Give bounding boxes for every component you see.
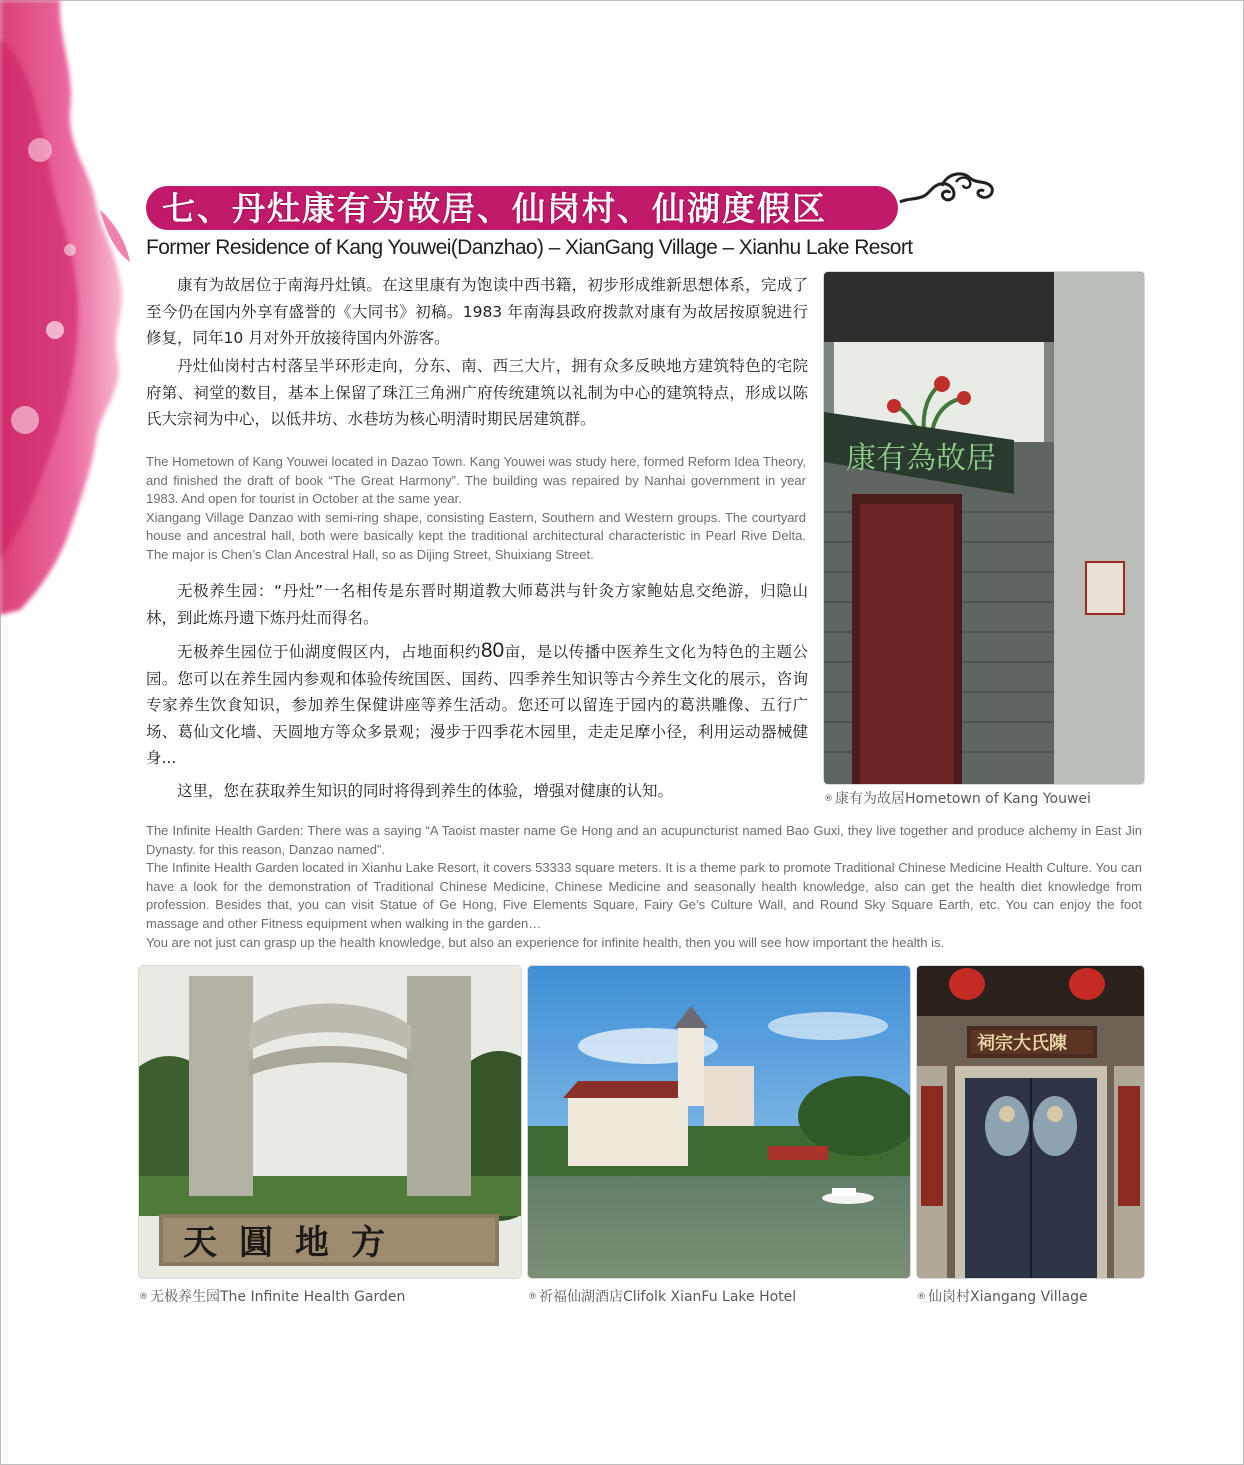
garden-closing-en: You are not just can grasp up the health knowledge, but also an experience for infinite health, then you will see how important the health is. (146, 934, 945, 950)
garden-intro-cn (146, 638, 808, 772)
section1-english (146, 453, 806, 565)
caption-kang-residence (824, 788, 1091, 808)
caption-health-garden-text: 无极养生园The Infinite Health Garden (150, 1289, 406, 1305)
kang-residence-cn: 康有为故居位于南海丹灶镇。在这里康有为饱读中西书籍，初步形成维新思想体系，完成了至今仍在国内外享有盛誉的《大同书》初稿。1983 年南海县政府拨款对康有为故居按原貌进行修复，同年10 月对外开放接待国内外游客。 (146, 276, 808, 347)
xiangang-village-en: Xiangang Village Danzao with semi-ring shape, consisting Eastern, Southern and Western groups. The courtyard house and ancestral hall, both were basically kept the traditional architectural characteristic in Pearl Rive Delta. The major is Chen’s Clan Ancestral Hall, so as Dijing Street, Shuixiang Street. (146, 509, 806, 562)
xiangang-village-cn: 丹灶仙岗村古村落呈半环形走向，分东、南、西三大片，拥有众多反映地方建筑特色的宅院府第、祠堂的数目，基本上保留了珠江三角洲广府传统建筑以礼制为中心的建筑特点，形成以陈氏大宗祠为中心，以低井坊、水巷坊为核心明清时期民居建筑群。 (146, 357, 808, 428)
kang-residence-sign: 康有為故居 (846, 441, 996, 476)
garden-area-number: 80 (480, 639, 505, 662)
caption-lake-hotel-text: 祈福仙湖酒店Clifolk XianFu Lake Hotel (539, 1289, 797, 1305)
caption-marker: ® (528, 1292, 537, 1302)
section2-english (146, 822, 1142, 952)
caption-marker: ® (824, 794, 833, 804)
garden-closing-cn: 这里，您在获取养生知识的同时将得到养生的体验，增强对健康的认知。 (177, 782, 674, 800)
garden-origin-en: The Infinite Health Garden: There was a saying “A Taoist master name Ge Hong and an acupuncturist named Bao Guxi, they live together and produce alchemy in East Jin Dynasty. for this reason, Danzao named”. (146, 823, 1142, 857)
caption-marker: ® (139, 1292, 148, 1302)
garden-origin-cn: 无极养生园：“丹灶”一名相传是东晋时期道教大师葛洪与针灸方家鲍姑息交绝游，归隐山林，到此炼丹遗下炼丹灶而得名。 (146, 582, 808, 627)
health-garden-sign: 天圓地方 (183, 1223, 407, 1263)
title-english: Former Residence of Kang Youwei(Danzhao) – XianGang Village – Xianhu Lake Resort (146, 236, 913, 259)
photo-xiangang-village (917, 966, 1144, 1278)
garden-intro-text-1: 无极养生园位于仙湖度假区内，占地面积约 (177, 643, 481, 661)
caption-lake-hotel (528, 1286, 796, 1306)
garden-intro-text-2: 亩，是以传播中医养生文化为特色的主题公园。您可以在养生园内参观和体验传统国医、国药、四季养生知识等古今养生文化的展示，咨询专家养生饮食知识，参加养生保健讲座等养生活动。您还可以留连于园内的葛洪雕像、五行广场、葛仙文化墙、天圆地方等众多景观；漫步于四季花木园里，走走足摩小径，利用运动器械健身... (146, 643, 808, 767)
caption-health-garden (139, 1286, 405, 1306)
caption-kang-residence-text: 康有为故居Hometown of Kang Youwei (835, 791, 1091, 807)
photo-kang-residence (824, 272, 1144, 784)
section-title (146, 186, 946, 236)
health-garden-illustration (139, 966, 521, 1278)
xiangang-village-illustration (917, 966, 1144, 1278)
auspicious-cloud-icon (896, 168, 996, 208)
caption-xiangang-village (917, 1286, 1088, 1306)
kang-residence-illustration (824, 272, 1144, 784)
kang-residence-en: The Hometown of Kang Youwei located in Dazao Town. Kang Youwei was study here, formed Reform Idea Theory, and finished the draft of book “The Great Harmony”. The building was repaired by Nanhai government in year 1983. And open for tourist in October at the same year. (146, 454, 806, 507)
ancestral-hall-sign: 祠宗大氏陳 (977, 1033, 1067, 1054)
title-chinese: 七、丹灶康有为故居、仙岗村、仙湖度假区 (162, 189, 827, 228)
photo-health-garden (139, 966, 521, 1278)
caption-marker: ® (917, 1292, 926, 1302)
garden-intro-en: The Infinite Health Garden located in Xianhu Lake Resort, it covers 53333 square meters. It is a theme park to promote Traditional Chinese Medicine Health Culture. You can have a look for the demonstration of Traditional Chinese Medicine, Chinese Medicine and seasonally health knowledge, also can get the health diet knowledge from profession. Besides that, you can visit Statue of Ge Hong, Five Elements Square, Fairy Ge’s Culture Wall, and Round Sky Square Earth, etc. You can enjoy the foot massage and other Fitness equipment when walking in the garden… (146, 860, 1142, 931)
lake-hotel-illustration (528, 966, 910, 1278)
watercolor-decoration (0, 0, 140, 640)
photo-lake-hotel (528, 966, 910, 1278)
caption-xiangang-village-text: 仙岗村Xiangang Village (928, 1289, 1088, 1305)
